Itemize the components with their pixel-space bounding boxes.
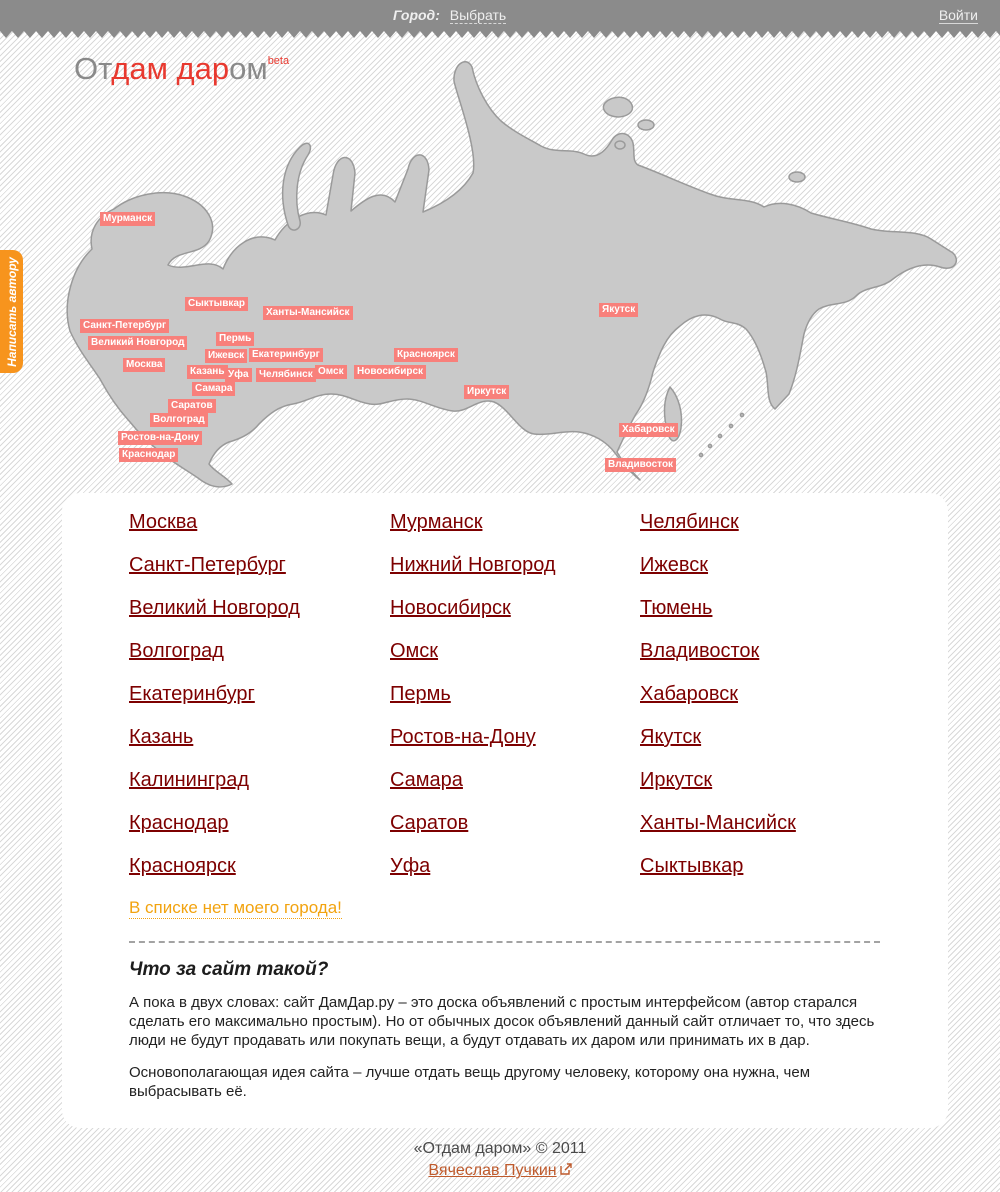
map-city-badge[interactable]: Якутск xyxy=(599,303,638,317)
city-link[interactable]: Екатеринбург xyxy=(129,683,255,705)
map-city-badge[interactable]: Ижевск xyxy=(205,349,247,363)
city-link[interactable]: Пермь xyxy=(390,683,451,705)
city-list-column xyxy=(640,511,875,898)
map-city-badge[interactable]: Челябинск xyxy=(256,368,316,382)
hero-map-section xyxy=(0,39,1000,493)
map-city-badge[interactable]: Санкт-Петербург xyxy=(80,319,169,333)
city-link[interactable]: Иркутск xyxy=(640,769,713,791)
new-siberian-islands xyxy=(603,97,632,117)
map-city-badge[interactable]: Краснодар xyxy=(119,448,178,462)
city-list-column xyxy=(129,511,390,898)
city-link[interactable]: Москва xyxy=(129,511,198,533)
map-city-badge[interactable]: Великий Новгород xyxy=(88,336,187,350)
author-name: Вячеслав Пучкин xyxy=(428,1162,557,1179)
map-city-badge[interactable]: Омск xyxy=(315,365,347,379)
city-link[interactable]: Волгоград xyxy=(129,640,224,662)
footer xyxy=(0,1140,1000,1180)
city-link[interactable]: Нижний Новгород xyxy=(390,554,556,576)
city-link[interactable]: Владивосток xyxy=(640,640,760,662)
city-link[interactable]: Мурманск xyxy=(390,511,483,533)
map-city-badge[interactable]: Сыктывкар xyxy=(185,297,248,311)
map-city-badge[interactable]: Уфа xyxy=(225,368,252,382)
city-link[interactable]: Уфа xyxy=(390,855,431,877)
city-link[interactable]: Челябинск xyxy=(640,511,739,533)
about-section xyxy=(129,959,881,1101)
city-link[interactable]: Новосибирск xyxy=(390,597,511,619)
logo-part-red: дам дар xyxy=(111,51,230,86)
copyright-text: «Отдам даром» © 2011 xyxy=(413,1140,587,1157)
city-link[interactable]: Хабаровск xyxy=(640,683,738,705)
map-city-badge[interactable]: Владивосток xyxy=(605,458,676,472)
city-link[interactable]: Ханты-Мансийск xyxy=(640,812,796,834)
city-link[interactable]: Великий Новгород xyxy=(129,597,300,619)
map-city-badge[interactable]: Ханты-Мансийск xyxy=(263,306,353,320)
city-link[interactable]: Якутск xyxy=(640,726,702,748)
map-city-badge[interactable]: Самара xyxy=(192,382,235,396)
map-city-badge[interactable]: Хабаровск xyxy=(619,423,678,437)
author-link[interactable] xyxy=(428,1162,571,1179)
about-paragraph-1: А пока в двух словах: сайт ДамДар.ру – это доска объявлений с простым интерфейсом (автор старался сделать его максимально простым). Но от обычных досок объявлений данный сайт отличает то, что здесь люди не будут продавать или покупать вещи, а будут отдавать их даром или принимать их в дар. xyxy=(129,994,875,1049)
logo-part-gray: От xyxy=(74,51,112,86)
city-link[interactable]: Омск xyxy=(390,640,439,662)
city-link[interactable]: Краснодар xyxy=(129,812,229,834)
about-paragraph-2: Основополагающая идея сайта – лучше отдать вещь другому человеку, которому она нужна, чем выбрасывать её. xyxy=(129,1064,811,1100)
contact-author-tab[interactable] xyxy=(0,250,23,373)
map-city-badge[interactable]: Екатеринбург xyxy=(249,348,323,362)
map-city-badge[interactable]: Саратов xyxy=(168,399,216,413)
beta-label: beta xyxy=(267,54,290,67)
city-link[interactable]: Калининград xyxy=(129,769,250,791)
city-selector xyxy=(393,7,506,23)
logo-part-gray2: ом xyxy=(229,51,268,86)
city-link[interactable]: Саратов xyxy=(390,812,469,834)
city-label: Город: xyxy=(393,7,440,23)
map-city-badge[interactable]: Мурманск xyxy=(100,212,155,226)
city-select-link[interactable]: Выбрать xyxy=(449,7,507,23)
city-columns xyxy=(129,511,881,898)
map-city-badge[interactable]: Пермь xyxy=(216,332,254,346)
map-city-badge[interactable]: Ростов-на-Дону xyxy=(118,431,202,445)
contact-author-label: Написать автору xyxy=(4,256,19,367)
city-link[interactable]: Красноярск xyxy=(129,855,236,877)
city-link[interactable]: Ижевск xyxy=(640,554,709,576)
city-link[interactable]: Казань xyxy=(129,726,194,748)
map-city-badge[interactable]: Волгоград xyxy=(150,413,208,427)
login-link[interactable]: Войти xyxy=(938,7,978,23)
city-link[interactable]: Тюмень xyxy=(640,597,713,619)
dashed-divider xyxy=(129,941,880,943)
no-city-link[interactable]: В списке нет моего города! xyxy=(129,898,342,917)
map-city-badge[interactable]: Казань xyxy=(187,365,228,379)
city-link[interactable]: Ростов-на-Дону xyxy=(390,726,536,748)
external-link-icon xyxy=(560,1163,572,1175)
zigzag-edge xyxy=(0,30,1000,39)
city-list-panel xyxy=(62,493,948,1128)
city-list-column xyxy=(390,511,640,898)
wrangel-island xyxy=(789,172,805,182)
map-city-badge[interactable]: Новосибирск xyxy=(354,365,426,379)
city-link[interactable]: Сыктывкар xyxy=(640,855,744,877)
about-heading: Что за сайт такой? xyxy=(129,959,329,980)
topbar xyxy=(0,0,1000,30)
map-city-badge[interactable]: Красноярск xyxy=(394,348,458,362)
map-city-badge[interactable]: Иркутск xyxy=(464,385,509,399)
map-city-badge[interactable]: Москва xyxy=(123,358,165,372)
russia-map xyxy=(60,53,965,493)
city-link[interactable]: Санкт-Петербург xyxy=(129,554,286,576)
city-link[interactable]: Самара xyxy=(390,769,463,791)
